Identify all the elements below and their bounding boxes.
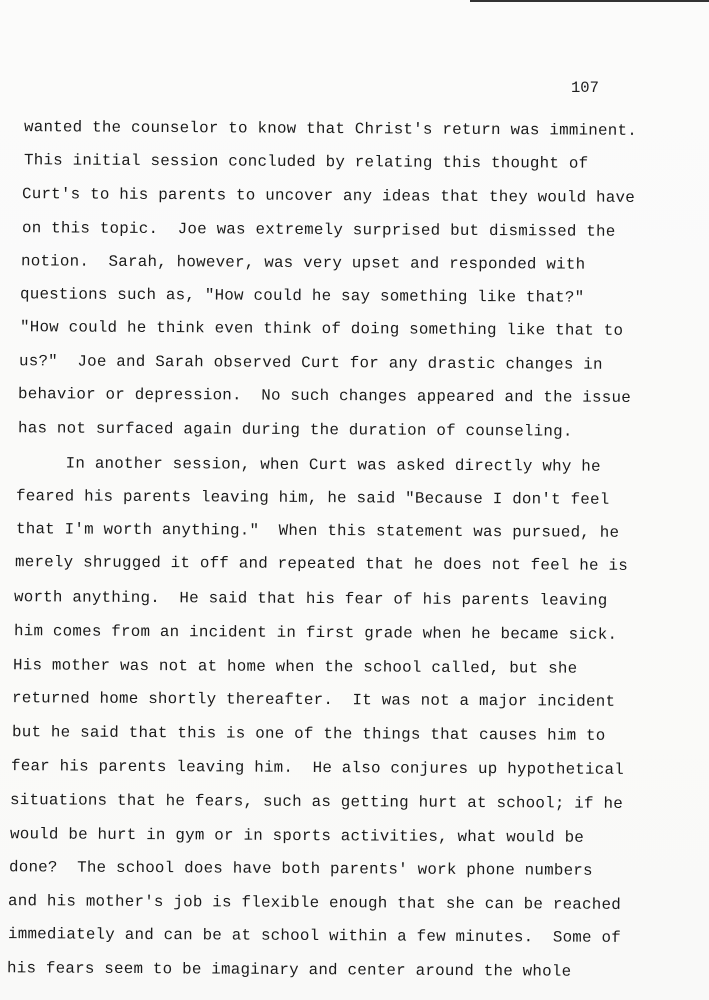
text-line: In another session, when Curt was asked directly why he [16,454,601,476]
text-line: us?" Joe and Sarah observed Curt for any drastic changes in [18,352,603,374]
text-line: fear his parents leaving him. He also conjures up hypothetical [10,757,625,779]
text-line: immediately and can be at school within a few minutes. Some of [7,925,622,947]
text-line: his fears seem to be imaginary and center around the whole [6,959,572,981]
text-line: on this topic. Joe was extremely surprised but dismissed the [21,219,616,241]
text-line: This initial session concluded by relating this thought of [23,151,589,173]
text-line: notion. Sarah, however, was very upset and responded with [20,252,586,274]
text-line: and his mother's job is flexible enough that she can be reached [7,892,622,914]
text-line: His mother was not at home when the school called, but she [12,656,578,678]
page-number: 107 [571,79,599,97]
text-line: done? The school does have both parents' work phone numbers [8,858,593,880]
text-line: questions such as, "How could he say something like that?" [19,285,585,307]
text-line: behavior or depression. No such changes appeared and the issue [17,385,632,407]
text-line: "How could he think even think of doing something like that to [19,318,624,340]
text-line: would be hurt in gym or in sports activities, what would be [9,825,585,847]
text-line: him comes from an incident in first grade when he became sick. [13,622,618,644]
text-line: wanted the counselor to know that Christ's return was imminent. [23,118,638,140]
text-line: returned home shortly thereafter. It was not a major incident [11,689,616,711]
text-line: merely shrugged it off and repeated that he does not feel he is [14,553,629,575]
text-line: that I'm worth anything." When this statement was pursued, he [15,520,620,542]
text-line: has not surfaced again during the duration of counseling. [17,419,573,441]
text-line: situations that he fears, such as getting hurt at school; if he [9,791,624,813]
text-line: worth anything. He said that his fear of his parents leaving [13,588,608,610]
text-line: Curt's to his parents to uncover any ideas that they would have [21,185,636,207]
text-line: but he said that this is one of the things that causes him to [11,723,606,745]
text-line: feared his parents leaving him, he said "Because I don't feel [15,487,610,509]
